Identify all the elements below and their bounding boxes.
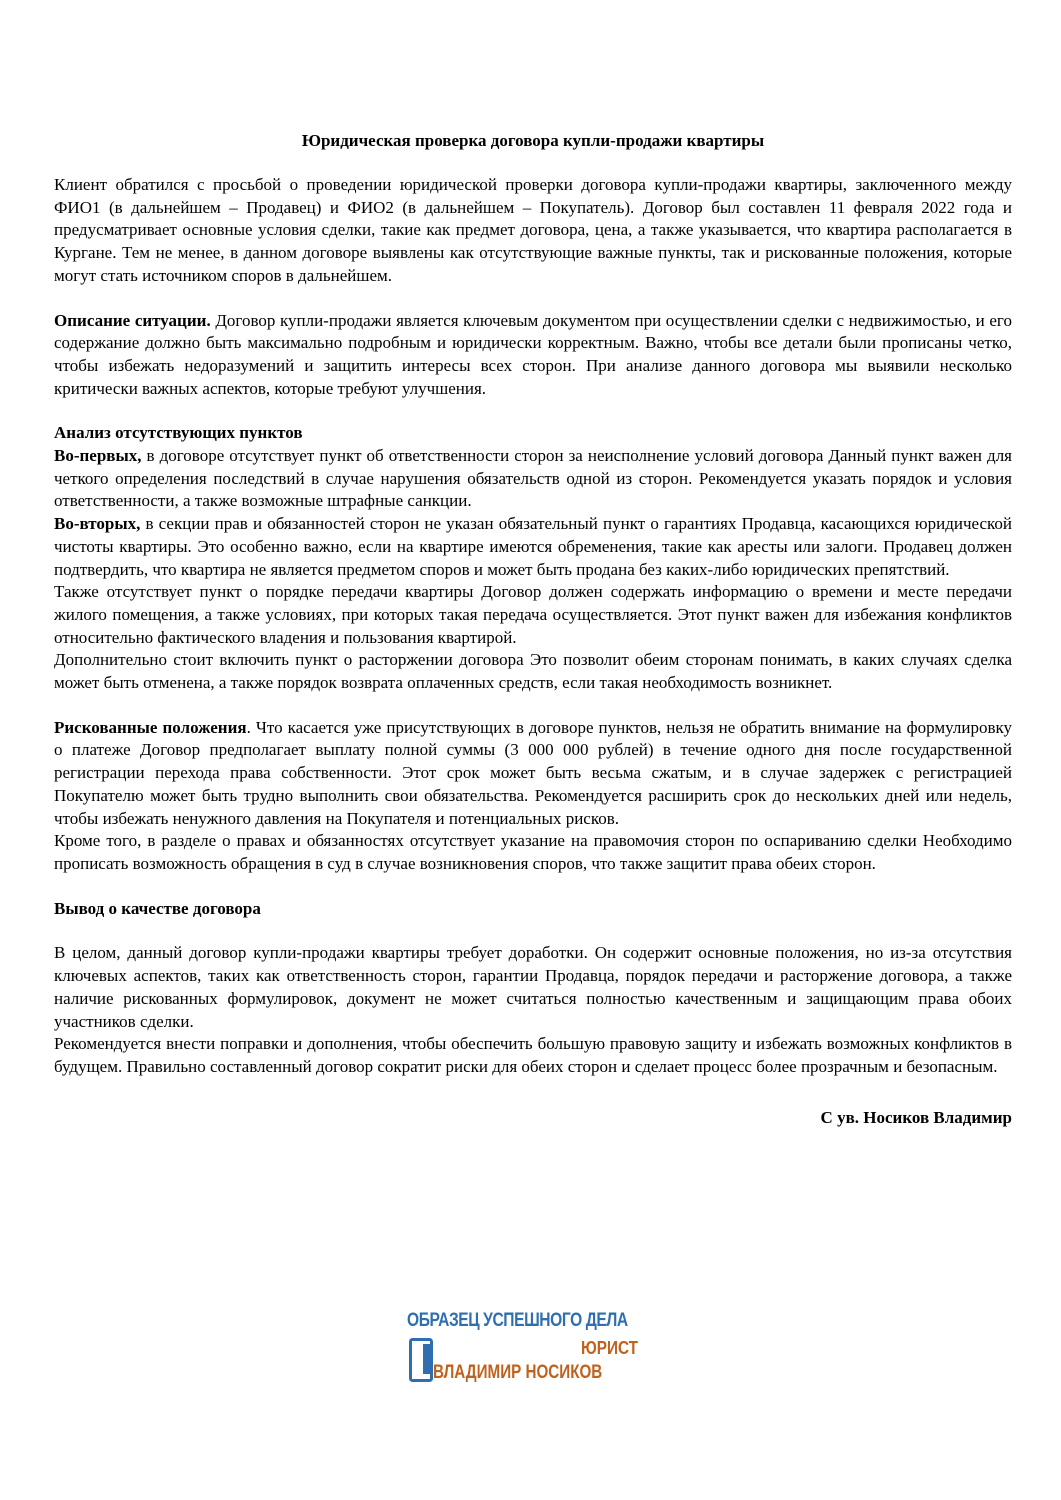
logo-tagline: ОБРАЗЕЦ УСПЕШНОГО ДЕЛА — [407, 1310, 628, 1331]
missing-second-text: в секции прав и обязанностей сторон не указан обязательный пункт о гарантиях Продавца, касающихся юридической чистоты квартиры. Это особенно важно, если на квартире имеются обременения, такие как аресты или залоги. Продавец должен подтвердить, что квартира не является предметом споров и может быть продана без каких-либо юридических препятствий. — [54, 514, 1012, 579]
missing-first-lead: Во-первых, — [54, 446, 142, 466]
missing-first-text: в договоре отсутствует пункт об ответственности сторон за неисполнение условий договора Данный пункт важен для четкого определения последствий в случае нарушения обязательств одной из сторон. Рекомендуется указать порядок и условия ответственности, а также возможные штрафные санкции. — [54, 446, 1012, 511]
risky-text: . Что касается уже присутствующих в договоре пунктов, нельзя не обратить внимание на формулировку о платеже Договор предполагает выплату полной суммы (3 000 000 рублей) в течение одного дня после государственной регистрации перехода права собственности. Этот срок может быть весьма сжатым, и в случае задержек с регистрацией Покупателю может быть трудно выполнить свои обязательства. Рекомендуется расширить срок до нескольких дней или недель, чтобы избежать ненужного давления на Покупателя и потенциальных рисков. — [54, 717, 1012, 828]
conclusion-paragraph-2: Рекомендуется внести поправки и дополнения, чтобы обеспечить большую правовую защиту и избежать возможных конфликтов в будущем. Правильно составленный договор сократит риски для обеих сторон и сделает процесс более прозрачным и безопасным. — [54, 1034, 1012, 1076]
court-paragraph: Кроме того, в разделе о правах и обязанностях отсутствует указание на правомочия сторон по оспариванию сделки Необходимо прописать возможность обращения в суд в случае возникновения споров, что также защитит права обеих сторон. — [54, 831, 1012, 873]
intro-paragraph: Клиент обратился с просьбой о проведении юридической проверки договора купли-продажи квартиры, заключенного между ФИО1 (в дальнейшем – Продавец) и ФИО2 (в дальнейшем – Покупатель). Договор был составлен 11 февраля 2022 года и предусматривает основные условия сделки, такие как предмет договора, цена, а также указывается, что квартира располагается в Кургане. Тем не менее, в данном договоре выявлены как отсутствующие важные пункты, так и рискованные положения, которые могут стать источником споров в дальнейшем. — [54, 175, 1012, 285]
transfer-paragraph: Также отсутствует пункт о порядке передачи квартиры Договор должен содержать информацию о времени и месте передачи жилого помещения, а также условиях, при которых такая передача осуществляется. Этот пункт важен для избежания конфликтов относительно фактического владения и пользования квартирой. — [54, 582, 1012, 647]
situation-paragraph — [54, 310, 1012, 401]
termination-paragraph: Дополнительно стоит включить пункт о расторжении договора Это позволит обеим сторонам понимать, в каких случаях сделка может быть отменена, а также порядок возврата оплаченных средств, если такая необходимость возникнет. — [54, 650, 1012, 693]
risky-paragraph — [54, 717, 1012, 831]
logo-name: ВЛАДИМИР НОСИКОВ — [433, 1362, 603, 1383]
conclusion-paragraph-1: В целом, данный договор купли-продажи квартиры требует доработки. Он содержит основные положения, но из-за отсутствия ключевых аспектов, таких как ответственность сторон, гарантии Продавца, порядок передачи и расторжение договора, а также наличие рискованных формулировок, документ не может считаться полностью качественным и защищающим права обоих участников сделки. — [54, 943, 1012, 1031]
signature: С ув. Носиков Владимир — [820, 1107, 1012, 1127]
risky-lead: Рискованные положения — [54, 717, 247, 737]
missing-second-lead: Во-вторых, — [54, 514, 141, 534]
situation-text: Договор купли-продажи является ключевым документом при осуществлении сделки с недвижимостью, и его содержание должно быть максимально подробным и юридически корректным. Важно, чтобы все детали были прописаны четко, чтобы избежать недоразумений и защитить интересы всех сторон. При анализе данного договора мы выявили несколько критически важных аспектов, которые требуют улучшения. — [54, 310, 1012, 398]
logo-profession: ЮРИСТ — [581, 1338, 639, 1358]
company-logo — [405, 1308, 655, 1388]
conclusion-heading: Вывод о качестве договора — [54, 898, 261, 918]
document-body — [54, 130, 1012, 1129]
situation-lead: Описание ситуации. — [54, 310, 211, 330]
missing-first-paragraph — [54, 445, 1012, 513]
missing-second-paragraph — [54, 513, 1012, 581]
phone-tablet-icon — [409, 1338, 433, 1382]
document-title: Юридическая проверка договора купли-продажи квартиры — [301, 131, 765, 150]
missing-heading: Анализ отсутствующих пунктов — [54, 423, 303, 443]
